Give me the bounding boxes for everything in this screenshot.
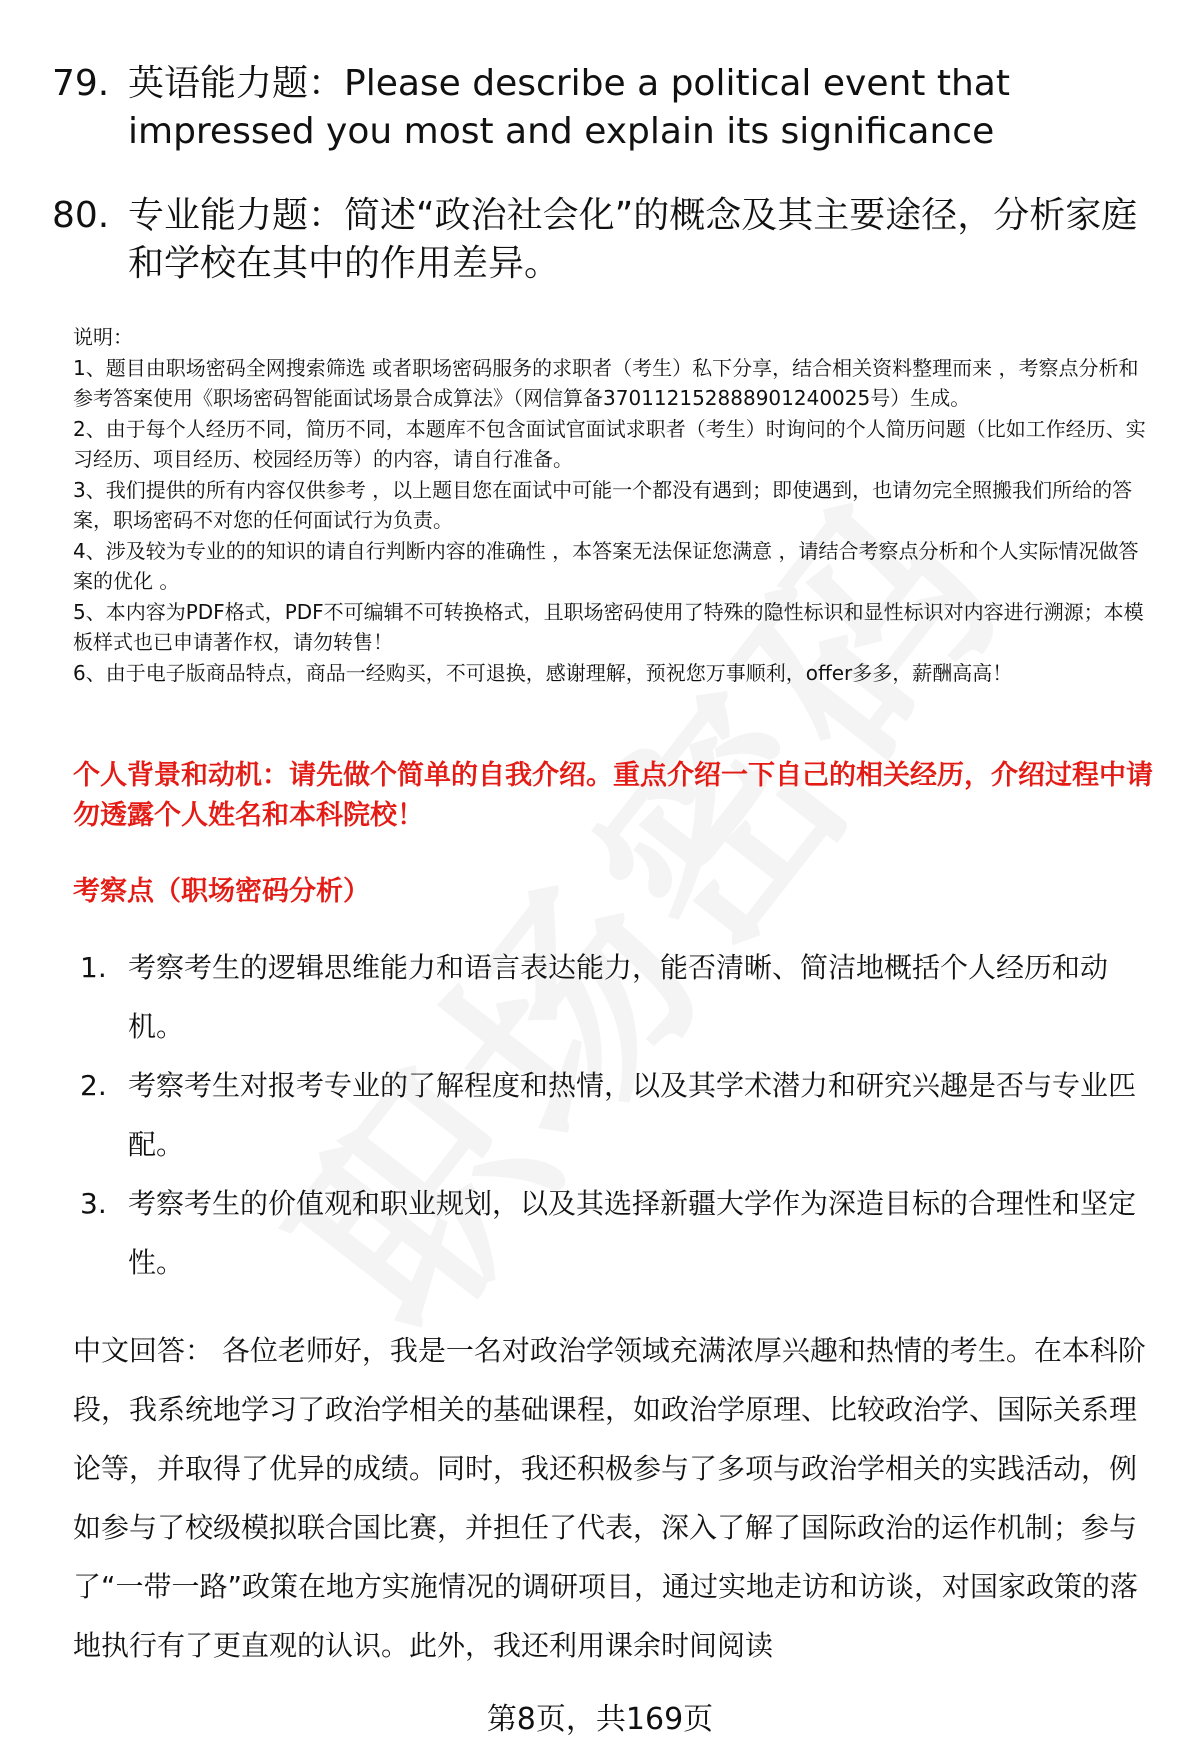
point-number: 2.	[80, 1069, 107, 1102]
note-item: 4、涉及较为专业的的知识的请自行判断内容的准确性 ，本答案无法保证您满意 ，请结合考察点分析和个人实际情况做答案的优化 。	[73, 538, 1139, 593]
point-text: 考察考生对报考专业的了解程度和热情，以及其学术潜力和研究兴趣是否与专业匹配。	[128, 1069, 1137, 1161]
question-number: 79.	[52, 63, 110, 104]
note-item: 5、本内容为PDF格式，PDF不可编辑不可转换格式，且职场密码使用了特殊的隐性标识和显性标识对内容进行溯源；本模板样式也已申请著作权，请勿转售！	[73, 599, 1144, 654]
question-text: 英语能力题：Please describe a political event that impressed you most and explain its significance	[128, 63, 1010, 152]
point-text: 考察考生的逻辑思维能力和语言表达能力，能否清晰、简洁地概括个人经历和动机。	[128, 951, 1109, 1043]
analysis-point	[80, 1056, 1148, 1174]
analysis-point	[80, 1174, 1148, 1292]
question-number: 80.	[52, 195, 110, 236]
note-item: 2、由于每个人经历不同，简历不同，本题库不包含面试官面试求职者（考生）时询问的个人简历问题（比如工作经历、实习经历、项目经历、校园经历等）的内容，请自行准备。	[73, 416, 1146, 471]
answer-section	[73, 1321, 1160, 1675]
note-item: 3、我们提供的所有内容仅供参考 ，以上题目您在面试中可能一个都没有遇到；即使遇到，也请勿完全照搬我们所给的答案，职场密码不对您的任何面试行为负责。	[73, 477, 1133, 532]
question-79	[52, 60, 1140, 156]
interview-prompt: 个人背景和动机：请先做个简单的自我介绍。重点介绍一下自己的相关经历，介绍过程中请勿透露个人姓名和本科院校！	[73, 760, 1153, 831]
page-footer: 第8页，共169页	[486, 1702, 714, 1737]
point-text: 考察考生的价值观和职业规划，以及其选择新疆大学作为深造目标的合理性和坚定性。	[128, 1187, 1137, 1279]
question-80	[52, 192, 1140, 288]
notes-title: 说明：	[73, 325, 133, 349]
point-number: 1.	[80, 951, 107, 984]
note-item: 1、题目由职场密码全网搜索筛选 或者职场密码服务的求职者（考生）私下分享，结合相关资料整理而来 ，考察点分析和参考答案使用《职场密码智能面试场景合成算法》（网信算备370112152888901240025号）生成。	[73, 355, 1139, 410]
note-item: 6、由于电子版商品特点，商品一经购买，不可退换，感谢理解，预祝您万事顺利，offer多多，薪酬高高！	[73, 660, 1013, 685]
notes-section	[73, 322, 1158, 688]
analysis-heading: 考察点（职场密码分析）	[73, 876, 370, 907]
point-number: 3.	[80, 1187, 107, 1220]
analysis-points	[80, 938, 1148, 1292]
analysis-point	[80, 938, 1148, 1056]
question-text: 专业能力题：简述“政治社会化”的概念及其主要途径，分析家庭和学校在其中的作用差异。	[128, 195, 1138, 284]
answer-text: 中文回答： 各位老师好，我是一名对政治学领域充满浓厚兴趣和热情的考生。在本科阶段，我系统地学习了政治学相关的基础课程，如政治学原理、比较政治学、国际关系理论等，并取得了优异的成绩。同时，我还积极参与了多项与政治学相关的实践活动，例如参与了校级模拟联合国比赛，并担任了代表，深入了解了国际政治的运作机制；参与了“一带一路”政策在地方实施情况的调研项目，通过实地走访和访谈，对国家政策的落地执行有了更直观的认识。此外，我还利用课余时间阅读	[73, 1334, 1146, 1662]
